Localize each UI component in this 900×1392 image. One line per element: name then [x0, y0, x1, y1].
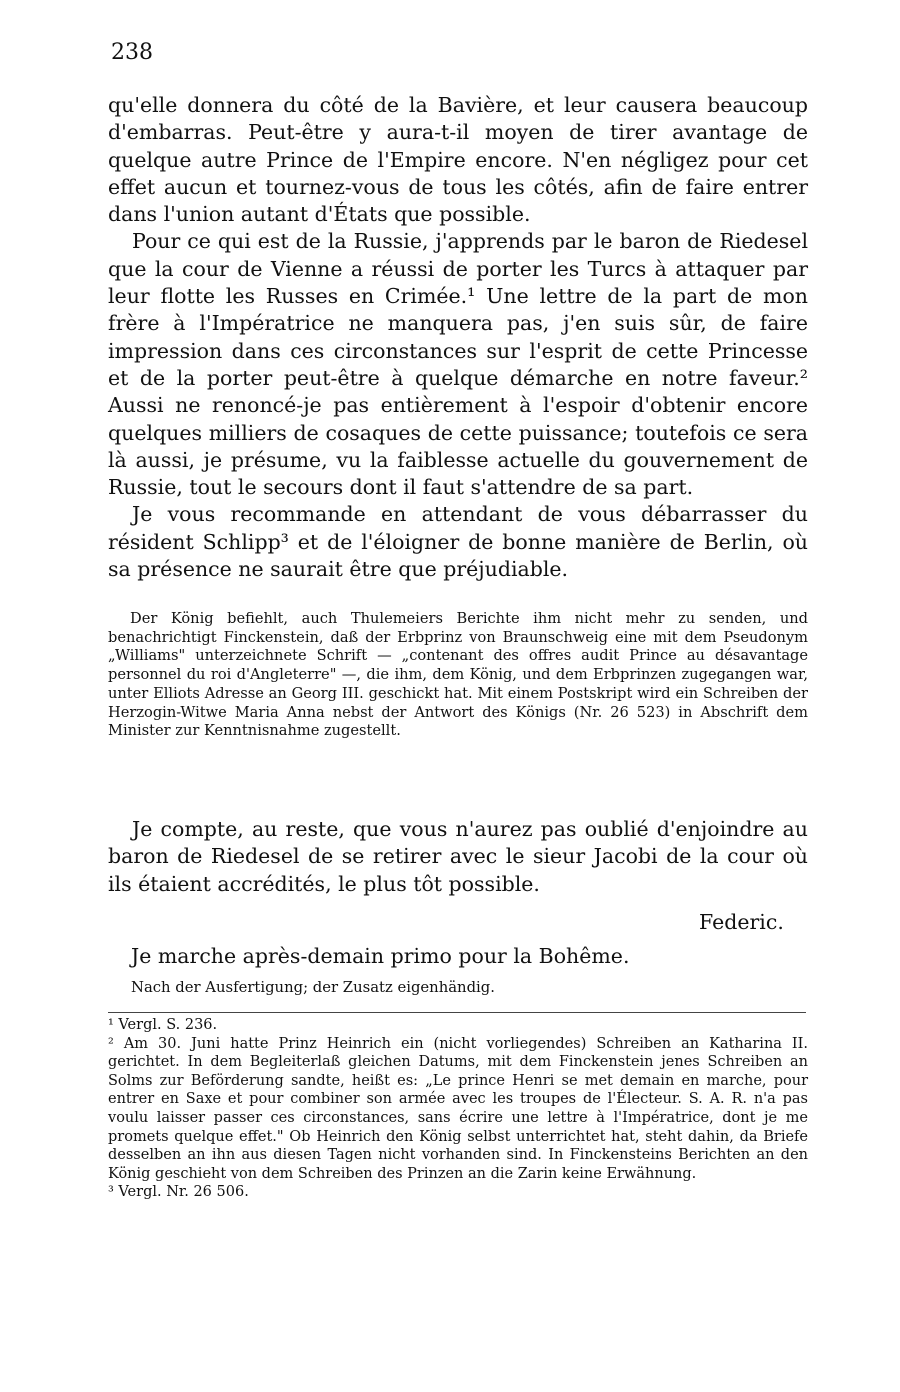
footnote-1: ¹ Vergl. S. 236. — [108, 1017, 218, 1033]
page-number: 238 — [111, 40, 153, 65]
paragraph-3: Je vous recommande en attendant de vous débarrasser du résident Schlipp³ et de l'éloigner de bonne manière de Berlin, où sa présence ne saurait être que préjudiable. — [108, 502, 808, 582]
paragraph-2: Pour ce qui est de la Russie, j'apprends par le baron de Riedesel que la cour de Vienne a réussi de porter les Turcs à attaquer par leur flotte les Russes en Crimée.¹ Une lettre de la part de mon frère à l'Impératrice ne manquera pas, j'en suis sûr, de faire impression dans ces circonstances sur l'esprit de cette Princesse et de la porter peut-être à quelque démarche en notre faveur.² Aussi ne renoncé-je pas entièrement à l'espoir d'obtenir encore quelques milliers de cosaques de cette puissance; toutefois ce sera là aussi, je présume, vu la faiblesse actuelle du gouvernement de Russie, tout le secours dont il faut s'attendre de sa part. — [108, 229, 808, 500]
editorial-summary — [108, 610, 808, 741]
letter-closing — [108, 816, 808, 898]
letter-body — [108, 92, 808, 583]
paragraph-1: qu'elle donnera du côté de la Bavière, et leur causera beaucoup d'embarras. Peut-être y aura-t-il moyen de tirer avantage de quelque autre Prince de l'Empire encore. N'en négligez pour cet effet aucun et tournez-vous de tous les côtés, afin de faire entrer dans l'union autant d'États que possible. — [108, 93, 808, 227]
closing-paragraph: Je compte, au reste, que vous n'aurez pas oublié d'enjoindre au baron de Riedesel de se retirer avec le sieur Jacobi de la cour où ils étaient accrédités, le plus tôt possible. — [108, 817, 808, 896]
signature: Federic. — [699, 910, 784, 934]
footnotes — [108, 1016, 808, 1202]
summary-text: Der König befiehlt, auch Thulemeiers Berichte ihm nicht mehr zu senden, und benachrichtigt Finckenstein, daß der Erbprinz von Braunschweig eine mit dem Pseudonym „Williams" unterzeichnete Schrift — „contenant des offres audit Prince au désavantage personnel du roi d'Angleterre" —, die ihm, dem König, und dem Erbprinzen zugegangen war, unter Elliots Adresse an Georg III. geschickt hat. Mit einem Postskript wird ein Schreiben der Herzogin-Witwe Maria Anna nebst der Antwort des Königs (Nr. 26 523) in Abschrift dem Minister zur Kenntnisnahme zugestellt. — [108, 610, 808, 740]
postscript: Je marche après-demain primo pour la Bohême. — [131, 944, 630, 968]
footnote-3: ³ Vergl. Nr. 26 506. — [108, 1184, 249, 1201]
source-note: Nach der Ausfertigung; der Zusatz eigenhändig. — [131, 979, 495, 996]
footnote-2: ² Am 30. Juni hatte Prinz Heinrich ein (nicht vorliegendes) Schreiben an Katharina II. gerichtet. In dem Begleiterlaß gleichen Datums, mit dem Finckenstein jenes Schreiben an Solms zur Beförderung sandte, heißt es: „Le prince Henri se met demain en marche, pour entrer en Saxe et pour combiner son armée avec les troupes de l'Électeur. S. A. R. n'a pas voulu laisser passer ces circonstances, sans écrire une lettre à l'Impératrice, dont je me promets quelque effet." Ob Heinrich den König selbst unterrichtet hat, steht dahin, da Briefe desselben an ihn aus diesen Tagen nicht vorhanden sind. In Finckensteins Berichten an den König geschieht von dem Schreiben des Prinzen an die Zarin keine Erwähnung. — [108, 1035, 808, 1182]
footnote-divider — [108, 1012, 806, 1013]
